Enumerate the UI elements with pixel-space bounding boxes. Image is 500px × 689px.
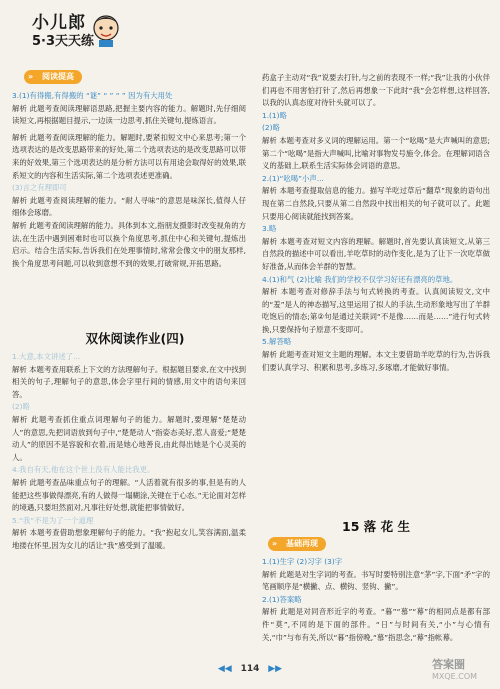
answer-line: 4.我自有天,他在这个世上没有人能比我更。 — [12, 465, 155, 475]
explanation: 解析 本题考查对短文内容的理解。解题时,首先要认真读短文,从第三自然段的描述中可以看出,羊吃草时的动作变化,是为了让下一次吃草做好准备,从而体会羊群的智慧。 — [262, 236, 490, 271]
section-reading-tag — [24, 70, 82, 84]
explanation: 解析 本题考查借助想象理解句子的能力。“我”抱起女儿,笑容满面,温柔地搂在怀里,因为女儿的话让“我”感受到了温暖。 — [12, 528, 246, 550]
explanation: 解析 此题是对生字词的考查。书写时要特别注意“茅”字,下面“矛”字的笔画顺序是“横撇、点、横钩、竖钩、撇”。 — [262, 569, 490, 592]
explanation: 解析 此题考查品味重点句子的理解。“人活着就有很多的事,但是有的人能把这些事做得漂亮,有的人做得一塌糊涂,关键在于心态。”无论面对怎样的境遇,只要坦然面对,凡事往好处想,就能把事情做好。 — [12, 477, 246, 513]
right-column — [262, 72, 490, 374]
answer-line: 2.(1)答案略 — [262, 594, 302, 604]
prev-arrows-icon: ◀◀ — [217, 664, 232, 674]
explanation: 解析 此题考查阅读理解的能力。“耐人寻味”的意思是味深长,值得人仔细体会琢磨。 — [12, 195, 246, 218]
answer-line: 1.大意,本文讲述了... — [12, 352, 81, 361]
answer-line: (2)略 — [262, 123, 280, 133]
mascot-icon — [90, 10, 122, 48]
answer-line: 1.(1)生字 (2)习字 (3)字 — [262, 557, 343, 566]
next-arrows-icon: ▶▶ — [268, 664, 283, 674]
explanation: 解析 本题考查对修辞手法与句式转换的考查。认真阅读短文,文中的“羞”是人的神态描写,这里运用了拟人的手法,生动形象地写出了羊群吃饱后的情态;第②句是通过关联词“不是像……而是……”进行句式转换,只要保持句子原意不变即可。 — [262, 287, 490, 334]
explanation: 解析 此题考查对短文主题的理解。本文主要借助羊吃草的行为,告诉我们要认真学习、积累和思考,多练习,多琢磨,才能做好事情。 — [262, 350, 490, 372]
watermark-logo — [432, 656, 492, 684]
answer-line: 2.(1)“吆喝”小声... — [262, 173, 324, 183]
right-column-lower — [262, 556, 490, 644]
watermark-line1: 答案圈 — [432, 658, 465, 671]
answer-line: 1.(1)略 — [262, 110, 287, 120]
unit-title-weekend: 双休阅读作业(四) — [85, 331, 185, 346]
answer-line: (2)略 — [12, 402, 30, 412]
section-label: 基础再现 — [286, 539, 318, 548]
explanation: 解析 此题考查阅读理解语思路,把握主要内容的能力。解题时,先仔细阅读短文,再根据题目提示,一边读一边思考,抓住关键句,提炼语言。 — [12, 103, 246, 126]
unit-title-lesson15: 15 落 花 生 — [342, 519, 410, 534]
left-column-lower — [12, 351, 246, 553]
double-arrow-icon: » — [272, 539, 278, 548]
double-arrow-icon: » — [28, 72, 34, 81]
left-column — [12, 90, 246, 270]
explanation: 解析 本题考查提取信息的能力。描写羊吃过草后“翻草”现象的语句出现在第二自然段,只要从第二自然段中找出相关的句子就可以了。此题只要用心阅读就能找到答案。 — [262, 186, 490, 221]
brand-name: 小儿郎 — [32, 13, 86, 33]
explanation: 解析 本题考查对多义词的理解运用。第一个“吆喝”是大声喊叫的意思;第二个“吆喝”是指大声喊叫,比喻对事物发号施令,体会。在理解词语含义的基础上,联系生活实际体会词语的意思。 — [262, 135, 490, 171]
answer-line: 3.(1)有得搬,有得搬的 “谜” “ ” “ ” 因为有大用处 — [12, 91, 173, 100]
explanation: 解析 此题考查阅读理解的能力。解题时,要紧扣短文中心来思考;第一个选项表达的是改变思路带来的好处,第二个选项表达的是改变思路可以带来的好效果,第三个选项表达的是分析方法可以有用途会取得好的效果,联系短文的内容和生活实际,第二个选项表述更准确。 — [12, 132, 246, 180]
watermark-line2: MXQE.COM — [432, 672, 478, 681]
brand-logo — [8, 6, 126, 54]
page-footer — [0, 664, 500, 674]
explanation: 解析 此题考查抓住重点词理解句子的能力。解题时,要理解“楚楚动人”的意思,先把词语放到句子中,“楚楚动人”指姿态美好,惹人喜爱;“楚楚动人”的原因不是容貌和衣着,而是她心地善良,由此得出她是个心灵美的人。 — [12, 414, 246, 462]
answer-line: 3.略 — [262, 224, 277, 234]
answer-line: 4.(1)和气 (2)比喻 我们的学校不仅学习好还有漂亮的草地。 — [262, 274, 458, 284]
answer-line: (3)言之有理即可 — [12, 183, 67, 193]
page-number: 114 — [240, 664, 260, 674]
brand-sub: 5·3天天练 — [32, 34, 95, 49]
explanation: 药盒子主动对“我”说要去打针,与之前的表现不一样;“我”让我的小伙伴们再也不用害怕打针了,然后再想象一下此时“我”会怎样想,这样回答,以我的认真态度对待针头就可以了。 — [262, 73, 490, 108]
answer-line: 5.解答略 — [262, 337, 292, 347]
explanation: 解析 本题考查用联系上下文的方法理解句子。根据题目要求,在文中找到相关的句子,理解句子的意思,体会字里行间的情感,用文中的语句来回答。 — [12, 364, 246, 399]
section-label: 阅读提高 — [42, 72, 74, 81]
explanation: 解析 此题是对同音形近字的考查。“暮”“慕”“幕”的相同点是都有部件“莫”,不同的是下面的部件。“日”与时间有关,“小”与心情有关,“巾”与布有关,所以“暮”指傍晚,“慕”指思念,“幕”指帐幕。 — [262, 607, 490, 642]
answer-line: 5.“我”不是为了一个道理 — [12, 515, 94, 525]
section-review-tag — [268, 537, 326, 551]
explanation: 解析 此题考查阅读理解的能力。具体到本文,指朋友摄影时改变视角的方法,在生活中遇到困难时也可以换个角度思考,抓住中心和关键句,提炼出启示。结合生活实际,告诉我们在处理事情时,常常会像文中的朋友那样,换个角度思考问题,可以收到意想不到的效果,打破常规,开拓思路。 — [12, 220, 246, 268]
